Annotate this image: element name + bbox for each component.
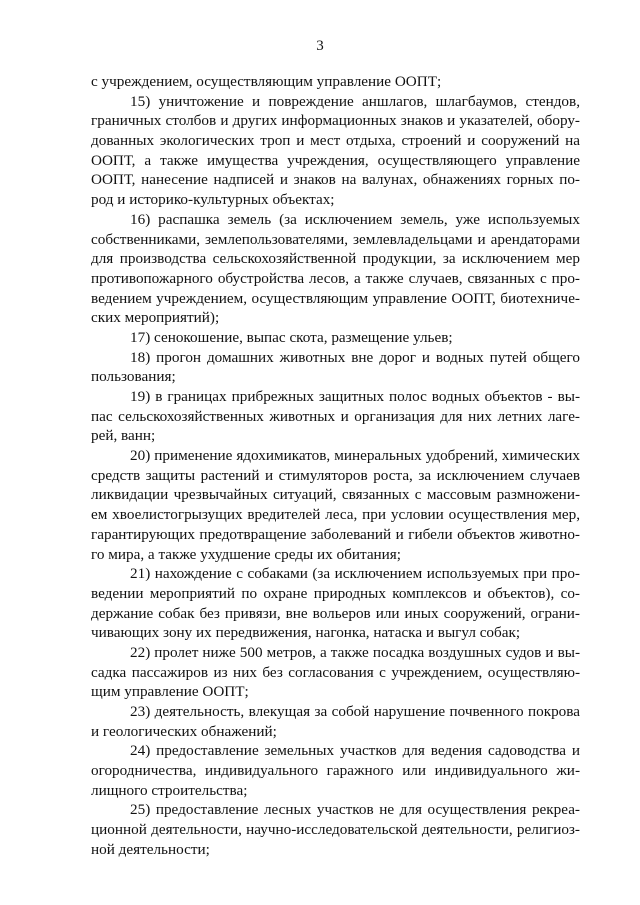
text-line: ООПТ, нанесение надписей и знаков на валунах, обнажениях горных по- — [91, 171, 580, 189]
paragraph-item-16 — [91, 210, 580, 328]
text-line: и геологических обнажений; — [91, 722, 277, 740]
text-line: 22) пролет ниже 500 метров, а также посадка воздушных судов и вы- — [130, 643, 580, 661]
text-line: ских мероприятий); — [91, 309, 220, 327]
document-body — [91, 72, 580, 860]
text-line: род и историко-культурных объектах; — [91, 191, 335, 209]
text-line: 20) применение ядохимикатов, минеральных удобрений, химических — [130, 447, 580, 465]
text-line: рей, ванн; — [91, 427, 156, 445]
text-line: ем хвоелистогрызущих вредителей леса, при условии осуществления мер, — [91, 506, 580, 524]
text-line: противопожарного обустройства лесов, а также случаев, связанных с про- — [91, 269, 580, 287]
text-line: гарантирующих предотвращение заболеваний и гибели объектов животно- — [91, 525, 580, 543]
text-line: ведением учреждением, осуществляющим управление ООПТ, биотехниче- — [91, 289, 580, 307]
paragraph-item-21 — [91, 564, 580, 643]
text-line: граничных столбов и других информационных знаков и указателей, обору- — [91, 112, 580, 130]
paragraph-item-23 — [91, 702, 580, 741]
text-line: 16) распашка земель (за исключением земель, уже используемых — [130, 210, 580, 228]
text-line: средств защиты растений и стимуляторов роста, за исключением случаев — [91, 466, 580, 484]
text-line: дованных экологических троп и мест отдыха, строений и сооружений на — [91, 132, 580, 150]
text-line: держание собак без привязи, вне вольеров или иных сооружений, ограни- — [91, 604, 580, 622]
text-line: пользования; — [91, 368, 176, 386]
text-line: с учреждением, осуществляющим управление ООПТ; — [91, 73, 442, 90]
text-line: го мира, а также ухудшение среды их обитания; — [91, 545, 402, 563]
text-line: 18) прогон домашних животных вне дорог и водных путей общего — [130, 348, 580, 366]
text-line: ведении мероприятий по охране природных комплексов и объектов), со- — [91, 584, 580, 602]
text-line: 24) предоставление земельных участков для ведения садоводства и — [130, 742, 580, 760]
text-line: огородничества, индивидуального гаражного или индивидуального жи- — [91, 762, 580, 780]
paragraph-item-15 — [91, 92, 580, 210]
text-line: 23) деятельность, влекущая за собой нарушение почвенного покрова — [130, 703, 580, 720]
text-line: садка пассажиров из них без согласования с учреждением, осуществляю- — [91, 663, 580, 681]
text-line: 17) сенокошение, выпас скота, размещение ульев; — [130, 328, 453, 346]
text-line: ликвидации чрезвычайных ситуаций, связанных с массовым размножени- — [91, 486, 580, 504]
text-line: 21) нахождение с собаками (за исключением используемых при про- — [130, 565, 580, 583]
paragraph-item-24 — [91, 741, 580, 800]
text-line: 25) предоставление лесных участков не для осуществления рекреа- — [130, 801, 580, 819]
text-line: щим управление ООПТ; — [91, 683, 249, 701]
text-line: 15) уничтожение и повреждение аншлагов, шлагбаумов, стендов, — [130, 92, 580, 110]
text-line: ной деятельности; — [91, 840, 210, 858]
paragraph-continuation — [91, 72, 580, 92]
page-number: 3 — [316, 38, 324, 54]
text-line: для производства сельскохозяйственной продукции, за исключением мер — [91, 250, 580, 268]
text-line: пас сельскохозяйственных животных и организация для них летних лаге- — [91, 407, 580, 425]
text-line: ционной деятельности, научно-исследовательской деятельности, религиоз- — [91, 821, 580, 839]
text-line: собственниками, землепользователями, землевладельцами и арендаторами — [91, 230, 580, 248]
text-line: лищного строительства; — [91, 781, 248, 799]
paragraph-item-18 — [91, 348, 580, 387]
text-line: 19) в границах прибрежных защитных полос водных объектов - вы- — [130, 388, 580, 405]
text-line: чивающих зону их передвижения, нагонка, натаска и выгул собак; — [91, 624, 521, 642]
paragraph-item-20 — [91, 446, 580, 564]
paragraph-item-22 — [91, 643, 580, 702]
paragraph-item-25 — [91, 800, 580, 859]
paragraph-item-19 — [91, 387, 580, 446]
paragraph-item-17 — [91, 328, 580, 348]
text-line: ООПТ, а также имущества учреждения, осуществляющего управление — [91, 151, 580, 169]
